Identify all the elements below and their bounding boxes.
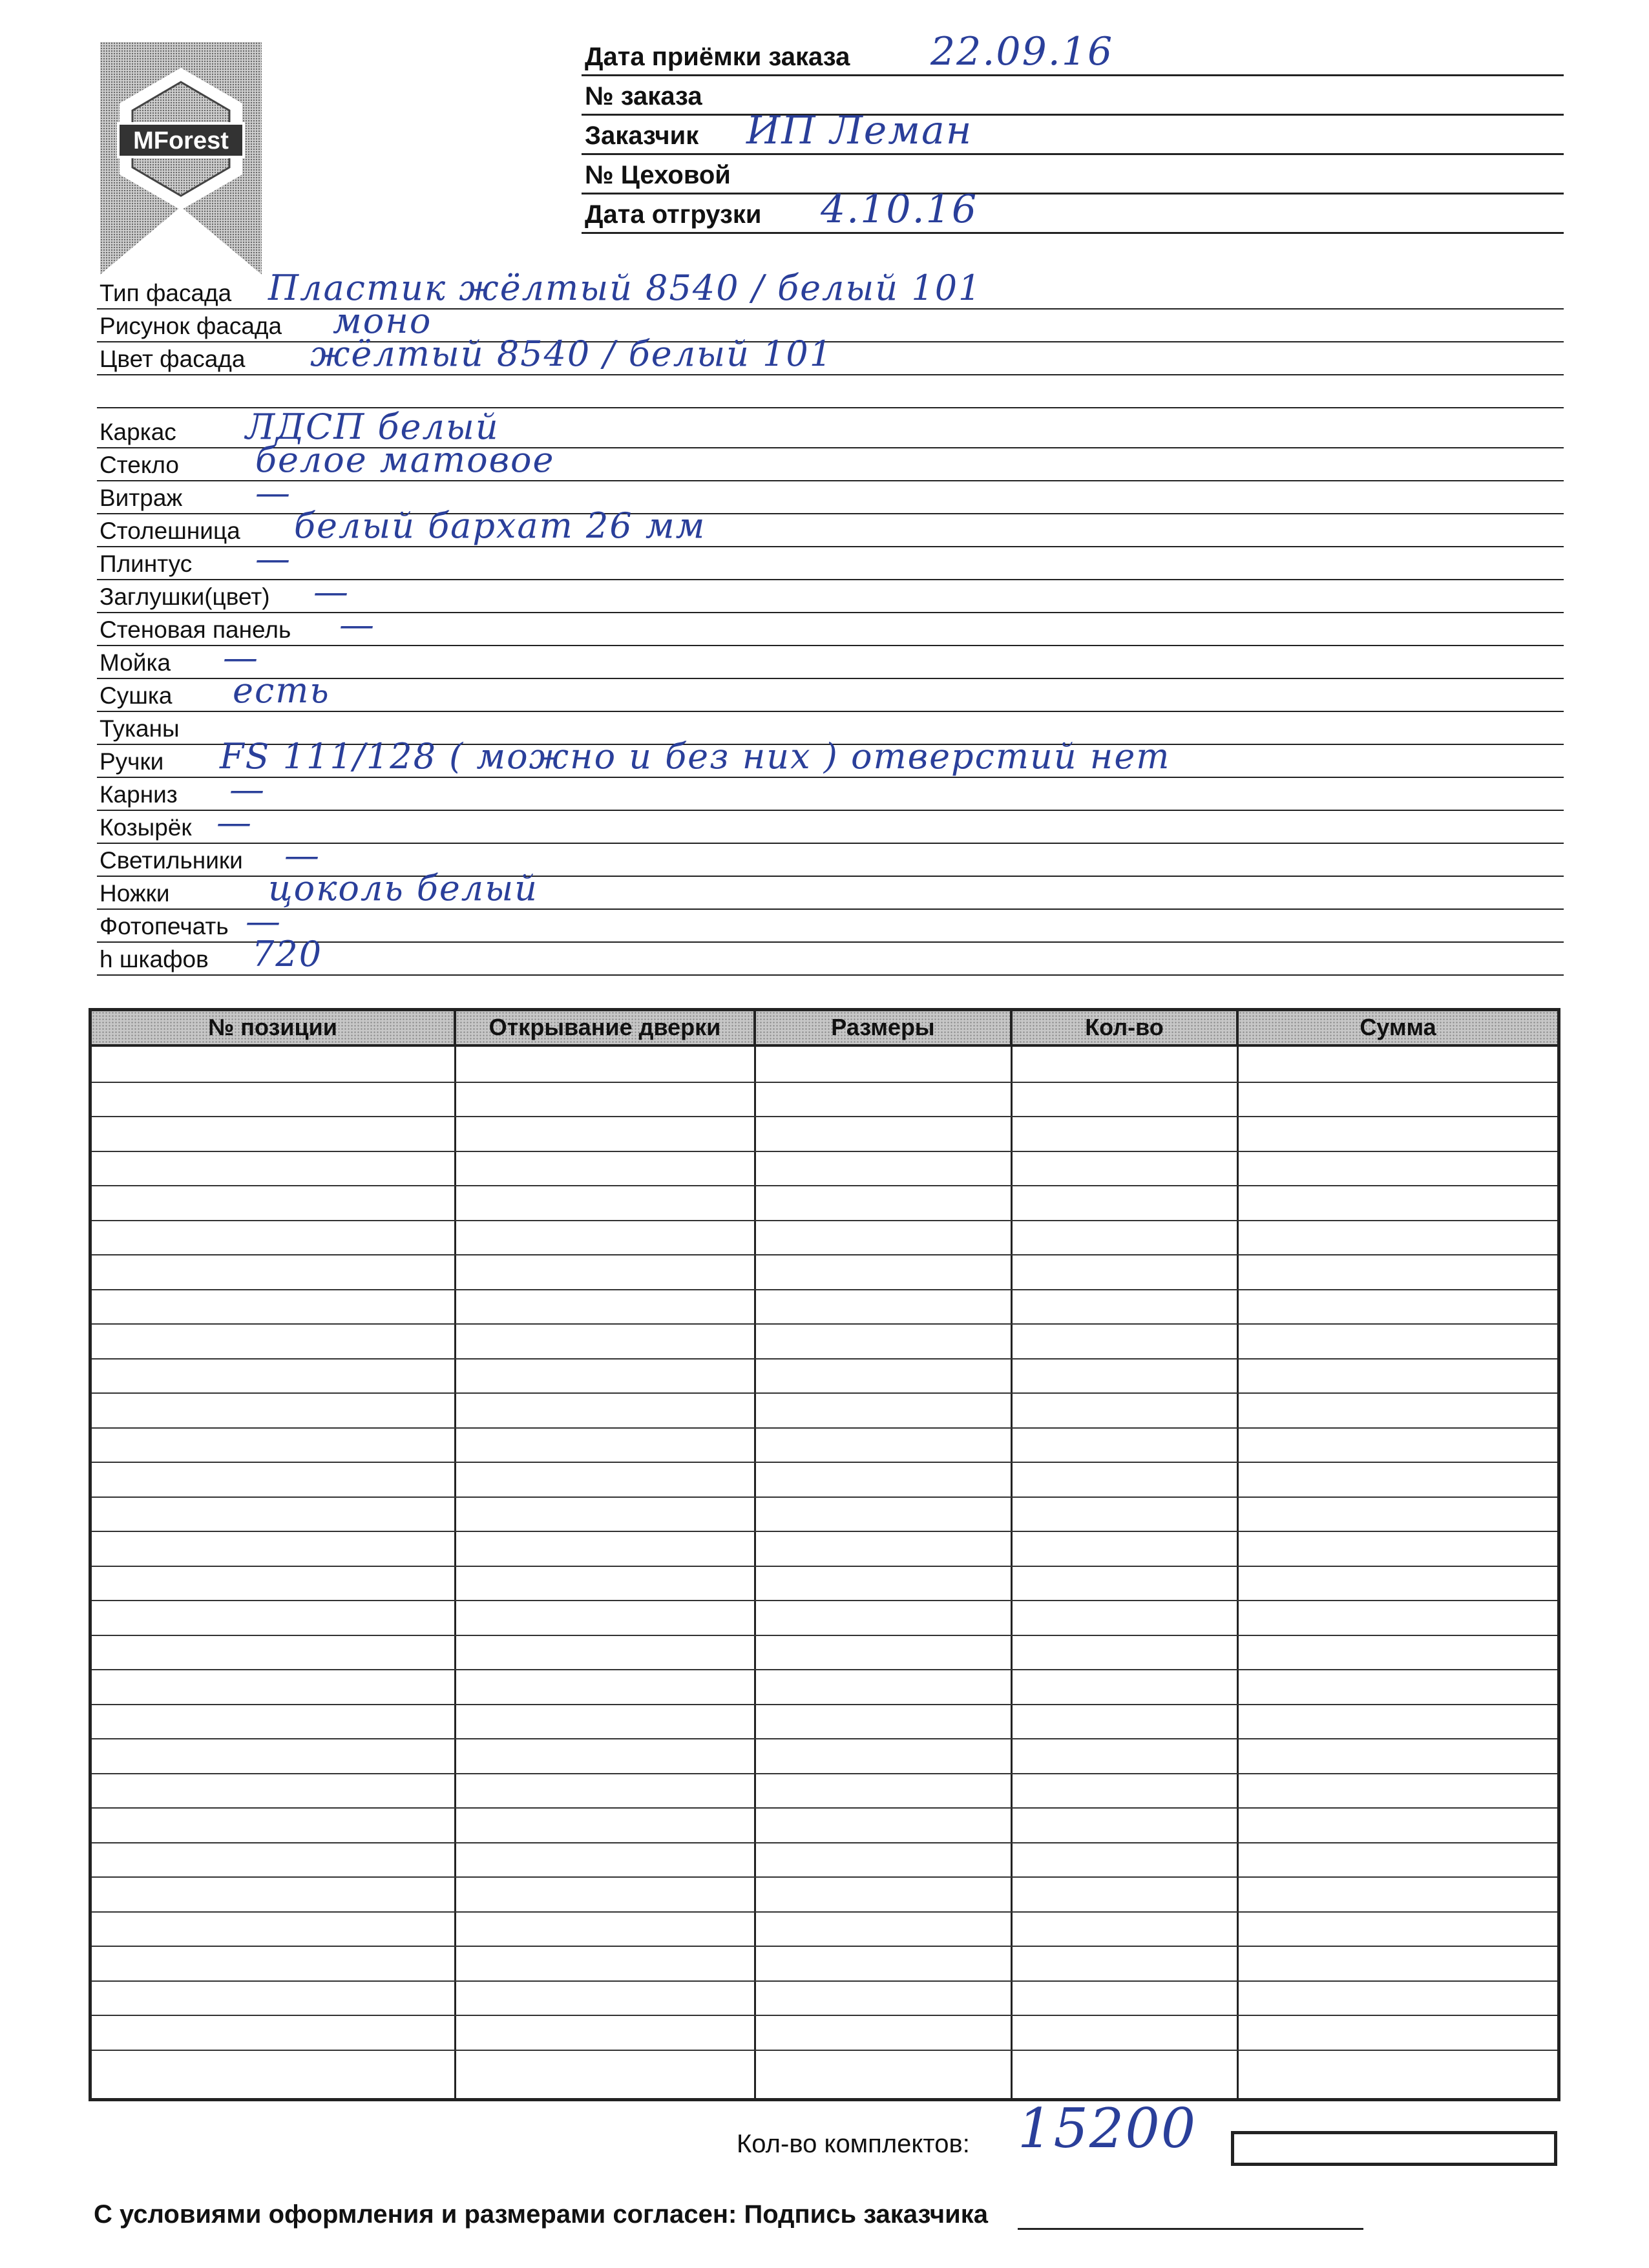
spec-value[interactable]: белый бархат 26 мм	[294, 505, 706, 546]
spec-value[interactable]: —	[223, 637, 259, 678]
table-row[interactable]	[92, 1151, 1557, 1152]
spec-value[interactable]: —	[246, 901, 282, 941]
header-value[interactable]: 4.10.16	[821, 187, 978, 232]
header-label: № Цеховой	[585, 161, 731, 189]
spec-label: Стекло	[100, 452, 180, 478]
header-row	[582, 154, 1564, 194]
table-row[interactable]	[92, 1427, 1557, 1429]
spec-row	[97, 868, 1564, 910]
spec-value[interactable]: ЛДСП белый	[246, 406, 499, 447]
table-row[interactable]	[92, 1254, 1557, 1255]
spec-label: Карниз	[100, 781, 178, 808]
spec-value[interactable]: Пластик жёлтый 8540 / белый 101	[268, 268, 982, 308]
spec-label: Ручки	[100, 748, 164, 775]
header-value[interactable]: ИП Леман	[746, 108, 973, 153]
header-row	[582, 29, 1564, 76]
table-column-divider	[1011, 1047, 1013, 2098]
items-table	[89, 1008, 1560, 2101]
table-column-divider	[754, 1047, 756, 2098]
table-row[interactable]	[92, 1462, 1557, 1463]
spec-value[interactable]: есть	[233, 670, 330, 711]
sets-count-value[interactable]: 15200	[1018, 2097, 1197, 2160]
table-row[interactable]	[92, 1496, 1557, 1498]
table-column-header: Кол-во	[1013, 1011, 1239, 1047]
table-row[interactable]	[92, 1842, 1557, 1843]
table-row[interactable]	[92, 1566, 1557, 1567]
table-row[interactable]	[92, 1911, 1557, 1913]
spec-value[interactable]: моно	[333, 300, 432, 341]
logo-text: MForest	[133, 127, 229, 154]
table-row[interactable]	[92, 1531, 1557, 1532]
spec-label: h шкафов	[100, 946, 209, 972]
table-row[interactable]	[92, 1946, 1557, 1947]
signature-line[interactable]	[1018, 2228, 1363, 2230]
header-row	[582, 108, 1564, 155]
spec-value[interactable]: FS 111/128 ( можно и без них ) отверстий нет	[220, 736, 1171, 777]
mforest-logo	[100, 42, 262, 275]
spec-label: Туканы	[100, 715, 180, 742]
table-row[interactable]	[92, 1669, 1557, 1670]
spec-row	[97, 373, 1564, 408]
header-label: Заказчик	[585, 121, 699, 150]
table-column-header: Сумма	[1239, 1011, 1557, 1047]
spec-label: Заглушки(цвет)	[100, 583, 270, 610]
table-column-header: № позиции	[92, 1011, 456, 1047]
spec-value[interactable]: цоколь белый	[268, 868, 538, 908]
table-row[interactable]	[92, 1082, 1557, 1083]
spec-label: Столешница	[100, 518, 240, 544]
spec-value[interactable]: —	[255, 472, 291, 513]
spec-label: Тип фасада	[100, 280, 232, 306]
spec-value[interactable]: —	[339, 604, 375, 645]
spec-value[interactable]: —	[313, 571, 350, 612]
agreement-text: С условиями оформления и размерами согласен: Подпись заказчика	[94, 2200, 988, 2229]
table-row[interactable]	[92, 1704, 1557, 1705]
table-row[interactable]	[92, 1185, 1557, 1186]
spec-row	[97, 333, 1564, 375]
table-row[interactable]	[92, 1323, 1557, 1325]
spec-row	[97, 268, 1564, 310]
table-row[interactable]	[92, 1289, 1557, 1290]
spec-value[interactable]: белое матовое	[255, 439, 555, 480]
table-column-header: Открывание дверки	[456, 1011, 756, 1047]
spec-value[interactable]: 720	[252, 934, 323, 974]
spec-label: Козырёк	[100, 814, 192, 841]
table-row[interactable]	[92, 1980, 1557, 1982]
table-row[interactable]	[92, 1358, 1557, 1360]
spec-label: Каркас	[100, 419, 176, 445]
table-row[interactable]	[92, 1392, 1557, 1394]
spec-value[interactable]: —	[229, 769, 266, 810]
spec-row	[97, 934, 1564, 976]
spec-label: Фотопечать	[100, 913, 229, 940]
spec-label: Витраж	[100, 485, 183, 511]
sets-count-box[interactable]	[1231, 2131, 1557, 2166]
table-row[interactable]	[92, 1876, 1557, 1878]
table-row[interactable]	[92, 1635, 1557, 1636]
spec-row	[97, 505, 1564, 547]
spec-row	[97, 571, 1564, 613]
spec-row	[97, 769, 1564, 811]
spec-label: Ножки	[100, 880, 170, 907]
spec-value[interactable]: —	[216, 802, 253, 843]
spec-label: Рисунок фасада	[100, 313, 282, 339]
table-row[interactable]	[92, 1738, 1557, 1739]
spec-row	[97, 439, 1564, 481]
header-label: Дата приёмки заказа	[585, 43, 850, 71]
table-row[interactable]	[92, 1220, 1557, 1221]
spec-row	[97, 604, 1564, 646]
spec-value[interactable]: —	[284, 835, 320, 876]
spec-label: Сушка	[100, 682, 173, 709]
header-value[interactable]: 22.09.16	[930, 29, 1114, 74]
table-row[interactable]	[92, 2015, 1557, 2016]
sets-count-label: Кол-во комплектов:	[737, 2130, 970, 2158]
table-column-header: Размеры	[756, 1011, 1013, 1047]
header-row	[582, 187, 1564, 234]
table-row[interactable]	[92, 1116, 1557, 1117]
header-row	[582, 75, 1564, 116]
spec-label: Светильники	[100, 847, 243, 874]
spec-label: Стеновая панель	[100, 616, 291, 643]
header-label: № заказа	[585, 82, 702, 110]
table-row[interactable]	[92, 1773, 1557, 1774]
spec-label: Цвет фасада	[100, 346, 246, 372]
table-column-divider	[1237, 1047, 1239, 2098]
table-column-divider	[454, 1047, 456, 2098]
table-row[interactable]	[92, 1807, 1557, 1809]
table-row[interactable]	[92, 2050, 1557, 2051]
spec-row	[97, 736, 1564, 778]
spec-row	[97, 670, 1564, 712]
spec-label: Плинтус	[100, 551, 193, 577]
spec-value[interactable]: —	[255, 538, 291, 579]
spec-label: Мойка	[100, 649, 171, 676]
spec-value[interactable]: жёлтый 8540 / белый 101	[310, 333, 834, 374]
header-label: Дата отгрузки	[585, 200, 762, 229]
table-row[interactable]	[92, 1600, 1557, 1601]
